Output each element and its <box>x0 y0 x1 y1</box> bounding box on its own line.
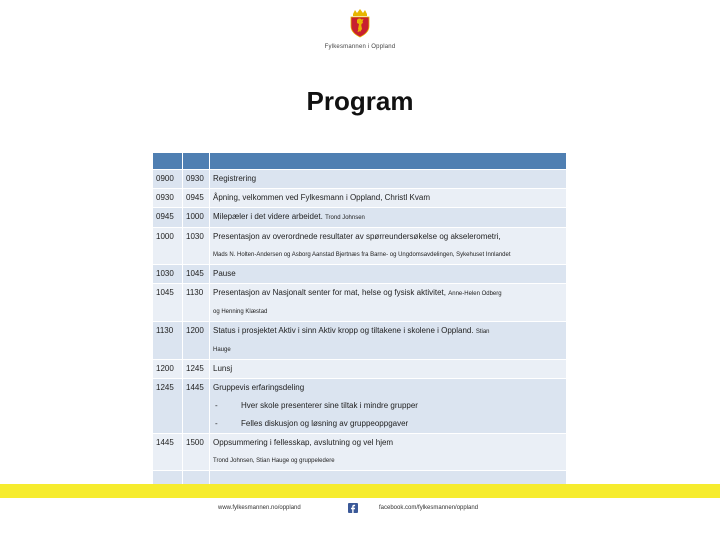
dash-bullet: - <box>215 401 218 410</box>
item-text: Registrering <box>213 174 257 183</box>
subitem-text: Felles diskusjon og løsning av gruppeoppgaver <box>241 419 409 428</box>
item-text: Åpning, velkommen ved Fylkesmann i Oppland, Christl Kvam <box>213 193 430 202</box>
start-time: 0945 <box>153 208 183 228</box>
norwegian-lion-crest-icon <box>349 8 371 38</box>
start-time: 1200 <box>153 360 183 379</box>
end-time: 1030 <box>183 228 210 265</box>
program-item <box>210 189 567 208</box>
end-time: 0930 <box>183 170 210 189</box>
end-time: 1130 <box>183 284 210 322</box>
facebook-link[interactable]: facebook.com/fylkesmannen/oppland <box>379 505 479 511</box>
facebook-icon[interactable] <box>348 503 358 513</box>
end-time: 1445 <box>183 379 210 434</box>
start-time: 1045 <box>153 284 183 322</box>
table-row <box>153 322 567 360</box>
table-row <box>153 265 567 284</box>
table-row <box>153 170 567 189</box>
speaker-name: Stian <box>475 329 490 335</box>
table-row <box>153 189 567 208</box>
program-item <box>210 228 567 265</box>
program-item <box>210 170 567 189</box>
item-text: Lunsj <box>213 364 233 373</box>
end-time: 1245 <box>183 360 210 379</box>
website-link[interactable]: www.fylkesmannen.no/oppland <box>218 505 301 511</box>
start-time: 1030 <box>153 265 183 284</box>
item-text: Gruppevis erfaringsdeling <box>213 383 305 392</box>
table-row <box>153 208 567 228</box>
table-row <box>153 434 567 471</box>
end-time: 1200 <box>183 322 210 360</box>
item-text: Status i prosjektet Aktiv i sinn Aktiv kropp og tiltakene i skolene i Oppland. <box>213 326 474 335</box>
table-row <box>153 284 567 322</box>
end-time: 1045 <box>183 265 210 284</box>
table-header-bar <box>153 153 567 170</box>
program-item <box>210 322 567 360</box>
speaker-names: Hauge <box>213 347 231 353</box>
start-time: 1000 <box>153 228 183 265</box>
table-row <box>153 228 567 265</box>
program-item <box>210 434 567 471</box>
subitem-text: Hver skole presenterer sine tiltak i mindre grupper <box>241 401 418 410</box>
speaker-names: Trond Johnsen, Stian Hauge og gruppeledere <box>213 458 335 464</box>
dash-bullet: - <box>215 419 218 428</box>
speaker-name: Anne-Helen Odberg <box>448 291 502 297</box>
start-time: 1445 <box>153 434 183 471</box>
speaker-names: og Henning Klæstad <box>213 309 268 315</box>
program-item <box>210 284 567 322</box>
group-subitem <box>213 397 563 415</box>
item-text: Oppsummering i fellesskap, avslutning og vel hjem <box>213 438 394 447</box>
item-text: Presentasjon av Nasjonalt senter for mat, helse og fysisk aktivitet, <box>213 288 446 297</box>
end-time: 1000 <box>183 208 210 228</box>
footer-band <box>0 484 720 498</box>
start-time: 1130 <box>153 322 183 360</box>
organization-name: Fylkesmannen i Oppland <box>324 44 396 50</box>
program-table <box>152 152 567 490</box>
program-item <box>210 379 567 434</box>
group-subitem <box>213 415 563 433</box>
speaker-name: Trond Johnsen <box>325 215 365 221</box>
program-item <box>210 208 567 228</box>
start-time: 1245 <box>153 379 183 434</box>
page-title: Program <box>306 86 414 116</box>
end-time: 0945 <box>183 189 210 208</box>
item-text: Presentasjon av overordnede resultater av spørreundersøkelse og akselerometri, <box>213 232 501 241</box>
table-row <box>153 360 567 379</box>
start-time: 0900 <box>153 170 183 189</box>
program-item <box>210 360 567 379</box>
start-time: 0930 <box>153 189 183 208</box>
item-text: Milepæler i det videre arbeidet. <box>213 212 323 221</box>
end-time: 1500 <box>183 434 210 471</box>
item-text: Pause <box>213 269 236 278</box>
speaker-names: Mads N. Holten-Andersen og Asborg Aanstad Bjertnæs fra Barne- og Ungdomsavdelingen, Sykehuset Innlandet <box>213 252 511 258</box>
program-item <box>210 265 567 284</box>
table-row <box>153 379 567 434</box>
